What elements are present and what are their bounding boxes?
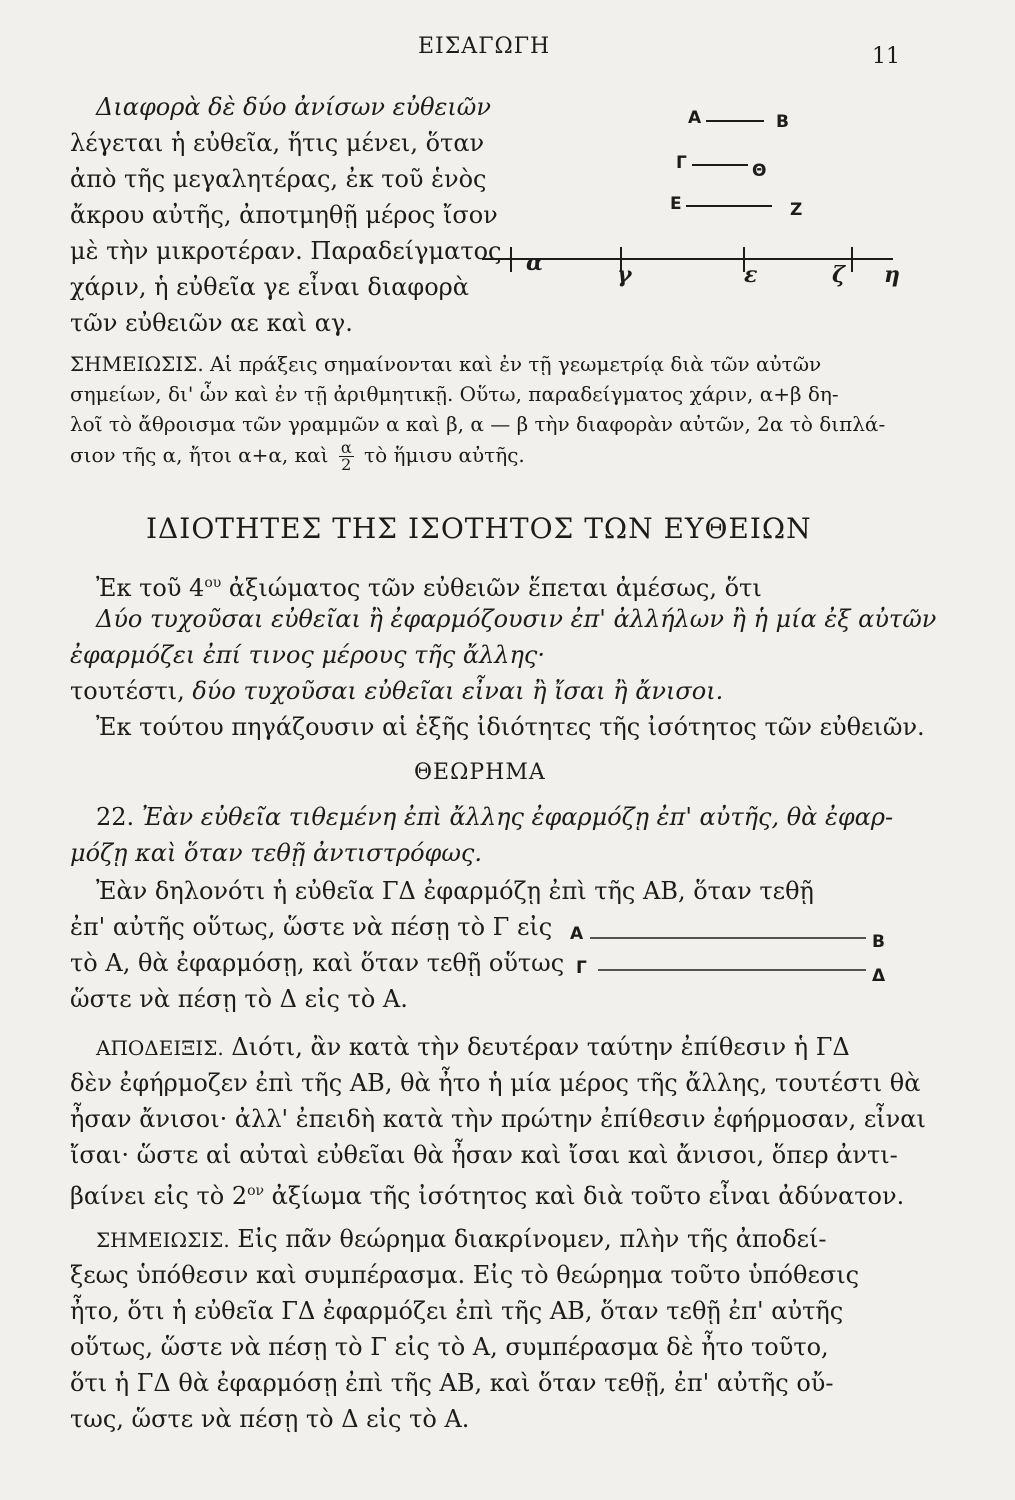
- para3-line: ὥστε νὰ πέσῃ τὸ Δ εἰς τὸ Α.: [70, 985, 408, 1013]
- para1-line: ἀπὸ τῆς μεγαλητέρας, ἐκ τοῦ ἑνὸς: [70, 165, 487, 193]
- note1-line: λοῖ τὸ ἄθροισμα τῶν γραμμῶν α καὶ β, α — β τὴν διαφορὰν αὐτῶν, 2α τὸ διπλά-: [70, 412, 886, 436]
- para2-line: Ἐκ τούτου πηγάζουσιν αἱ ἑξῆς ἰδιότητες τῆς ἰσότητος τῶν εὐθειῶν.: [96, 713, 925, 741]
- diagram2-label-alpha: α: [526, 250, 543, 276]
- note-label: ΣΗΜΕΙΩΣΙΣ.: [70, 352, 204, 376]
- note1-line: σημείων, δι' ὧν καὶ ἐν τῇ ἀριθμητικῇ. Οὕτω, παραδείγματος χάριν, α+β δη-: [70, 382, 839, 406]
- proof-line: ἦσαν ἄνισοι· ἀλλ' ἐπειδὴ κατὰ τὴν πρώτην ἐπίθεσιν ἐφήρμοσαν, εἶναι: [70, 1105, 926, 1133]
- diagram1-label-th: Θ: [752, 161, 767, 181]
- note2-line: οὕτως, ὥστε νὰ πέσῃ τὸ Γ εἰς τὸ Α, συμπέρασμα δὲ ἦτο τοῦτο,: [70, 1333, 829, 1361]
- proof-line: ἴσαι· ὥστε αἱ αὐταὶ εὐθεῖαι θὰ ἦσαν καὶ ἴσαι καὶ ἄνισοι, ὅπερ ἀντι-: [70, 1141, 898, 1169]
- para3-line: ἐπ' αὐτῆς οὕτως, ὥστε νὰ πέσῃ τὸ Γ εἰς: [70, 913, 553, 941]
- theorem-line: 22. Ἐὰν εὐθεῖα τιθεμένη ἐπὶ ἄλλης ἐφαρμόζῃ ἐπ' αὐτῆς, θὰ ἐφαρ-: [96, 803, 894, 831]
- diagram1-label-z: Ζ: [790, 200, 803, 220]
- proof-line: ΑΠΟΔΕΙΞΙΣ. Διότι, ἂν κατὰ τὴν δευτέραν ταύτην ἐπίθεσιν ἡ ΓΔ: [96, 1033, 850, 1061]
- para1-line: μὲ τὴν μικροτέραν. Παραδείγματος: [70, 237, 502, 265]
- para1-line: χάριν, ἡ εὐθεῖα γε εἶναι διαφορὰ: [70, 273, 469, 301]
- para1-line: λέγεται ἡ εὐθεῖα, ἥτις μένει, ὅταν: [70, 129, 485, 157]
- note1-line: ΣΗΜΕΙΩΣΙΣ. Αἱ πράξεις σημαίνονται καὶ ἐν τῇ γεωμετρίᾳ διὰ τῶν αὐτῶν: [70, 352, 822, 376]
- para2-line: Δύο τυχοῦσαι εὐθεῖαι ἢ ἐφαρμόζουσιν ἐπ' ἀλλήλων ἢ ἡ μία ἐξ αὐτῶν: [96, 605, 937, 633]
- page-number: 11: [872, 44, 900, 69]
- diagram3-label-g: Γ: [576, 958, 587, 978]
- theorem-heading: ΘΕΩΡΗΜΑ: [414, 760, 546, 785]
- diagram2-label-zeta: ζ: [832, 262, 846, 288]
- proof-label: ΑΠΟΔΕΙΞΙΣ.: [96, 1036, 224, 1060]
- diagram1-label-e: Ε: [670, 194, 682, 214]
- proof-line: βαίνει εἰς τὸ $2^{o\nu}$ ἀξίωμα τῆς ἰσότητος καὶ διὰ τοῦτο εἶναι ἀδύνατον.: [70, 1182, 905, 1210]
- proof-line: δὲν ἐφήρμοζεν ἐπὶ τῆς ΑΒ, θὰ ἦτο ἡ μία μέρος τῆς ἄλλης, τουτέστι θὰ: [70, 1069, 921, 1097]
- diagram3-label-a: Α: [570, 924, 584, 944]
- theorem-line: μόζῃ καὶ ὅταν τεθῇ ἀντιστρόφως.: [70, 839, 482, 867]
- para2-line: ἐφαρμόζει ἐπί τινος μέρους τῆς ἄλλης·: [70, 641, 545, 669]
- diagram2-label-eta: η: [884, 262, 900, 288]
- diagram1-label-a: Α: [688, 108, 702, 128]
- note2-line: ἦτο, ὅτι ἡ εὐθεῖα ΓΔ ἐφαρμόζει ἐπὶ τῆς ΑΒ, ὅταν τεθῇ ἐπ' αὐτῆς: [70, 1297, 844, 1325]
- section-heading: ΙΔΙΟΤΗΤΕΣ ΤΗΣ ΙΣΟΤΗΤΟΣ ΤΩΝ ΕΥΘΕΙΩΝ: [146, 512, 812, 545]
- note2-line: ΣΗΜΕΙΩΣΙΣ. Εἰς πᾶν θεώρημα διακρίνομεν, πλὴν τῆς ἀποδεί-: [96, 1225, 827, 1253]
- diagram1-label-b: Β: [776, 112, 789, 132]
- diagram1-label-g: Γ: [676, 153, 687, 173]
- note2-line: τως, ὥστε νὰ πέσῃ τὸ Δ εἰς τὸ Α.: [70, 1405, 470, 1433]
- para1-line: ἄκρου αὐτῆς, ἀποτμηθῇ μέρος ἴσον: [70, 201, 498, 229]
- para2-line: τουτέστι, δύο τυχοῦσαι εὐθεῖαι εἶναι ἢ ἴσαι ἢ ἄνισοι.: [70, 677, 724, 705]
- diagram2-label-epsilon: ε: [744, 262, 758, 288]
- note2-line: ξεως ὑπόθεσιν καὶ συμπέρασμα. Εἰς τὸ θεώρημα τοῦτο ὑπόθεσις: [70, 1261, 860, 1289]
- running-header: ΕΙΣΑΓΩΓΗ: [418, 34, 551, 59]
- note1-line: σιον τῆς α, ἤτοι α+α, καὶ $\frac{\alpha}{2}$ τὸ ἥμισυ αὐτῆς.: [70, 438, 525, 474]
- note2-line: ὅτι ἡ ΓΔ θὰ ἐφαρμόσῃ ἐπὶ τῆς ΑΒ, καὶ ὅταν τεθῇ, ἐπ' αὐτῆς οὔ-: [70, 1369, 834, 1397]
- para1-line: Διαφορὰ δὲ δύο ἀνίσων εὐθειῶν: [96, 93, 491, 121]
- para3-line: Ἐὰν δηλονότι ἡ εὐθεῖα ΓΔ ἐφαρμόζῃ ἐπὶ τῆς ΑΒ, ὅταν τεθῇ: [96, 877, 814, 905]
- para1-line: τῶν εὐθειῶν αε καὶ αγ.: [70, 309, 353, 337]
- diagram3-label-b: Β: [872, 932, 885, 952]
- diagram3-label-d: Δ: [872, 966, 886, 986]
- fraction-half: $\frac{\alpha}{2}$: [340, 438, 352, 474]
- note-label: ΣΗΜΕΙΩΣΙΣ.: [96, 1228, 230, 1252]
- para3-line: τὸ Α, θὰ ἐφαρμόσῃ, καὶ ὅταν τεθῇ οὕτως: [70, 949, 565, 977]
- diagram2-label-gamma: γ: [617, 262, 632, 288]
- para2-line: Ἐκ τοῦ $4^{o\upsilon}$ ἀξιώματος τῶν εὐθειῶν ἕπεται ἀμέσως, ὅτι: [96, 574, 762, 602]
